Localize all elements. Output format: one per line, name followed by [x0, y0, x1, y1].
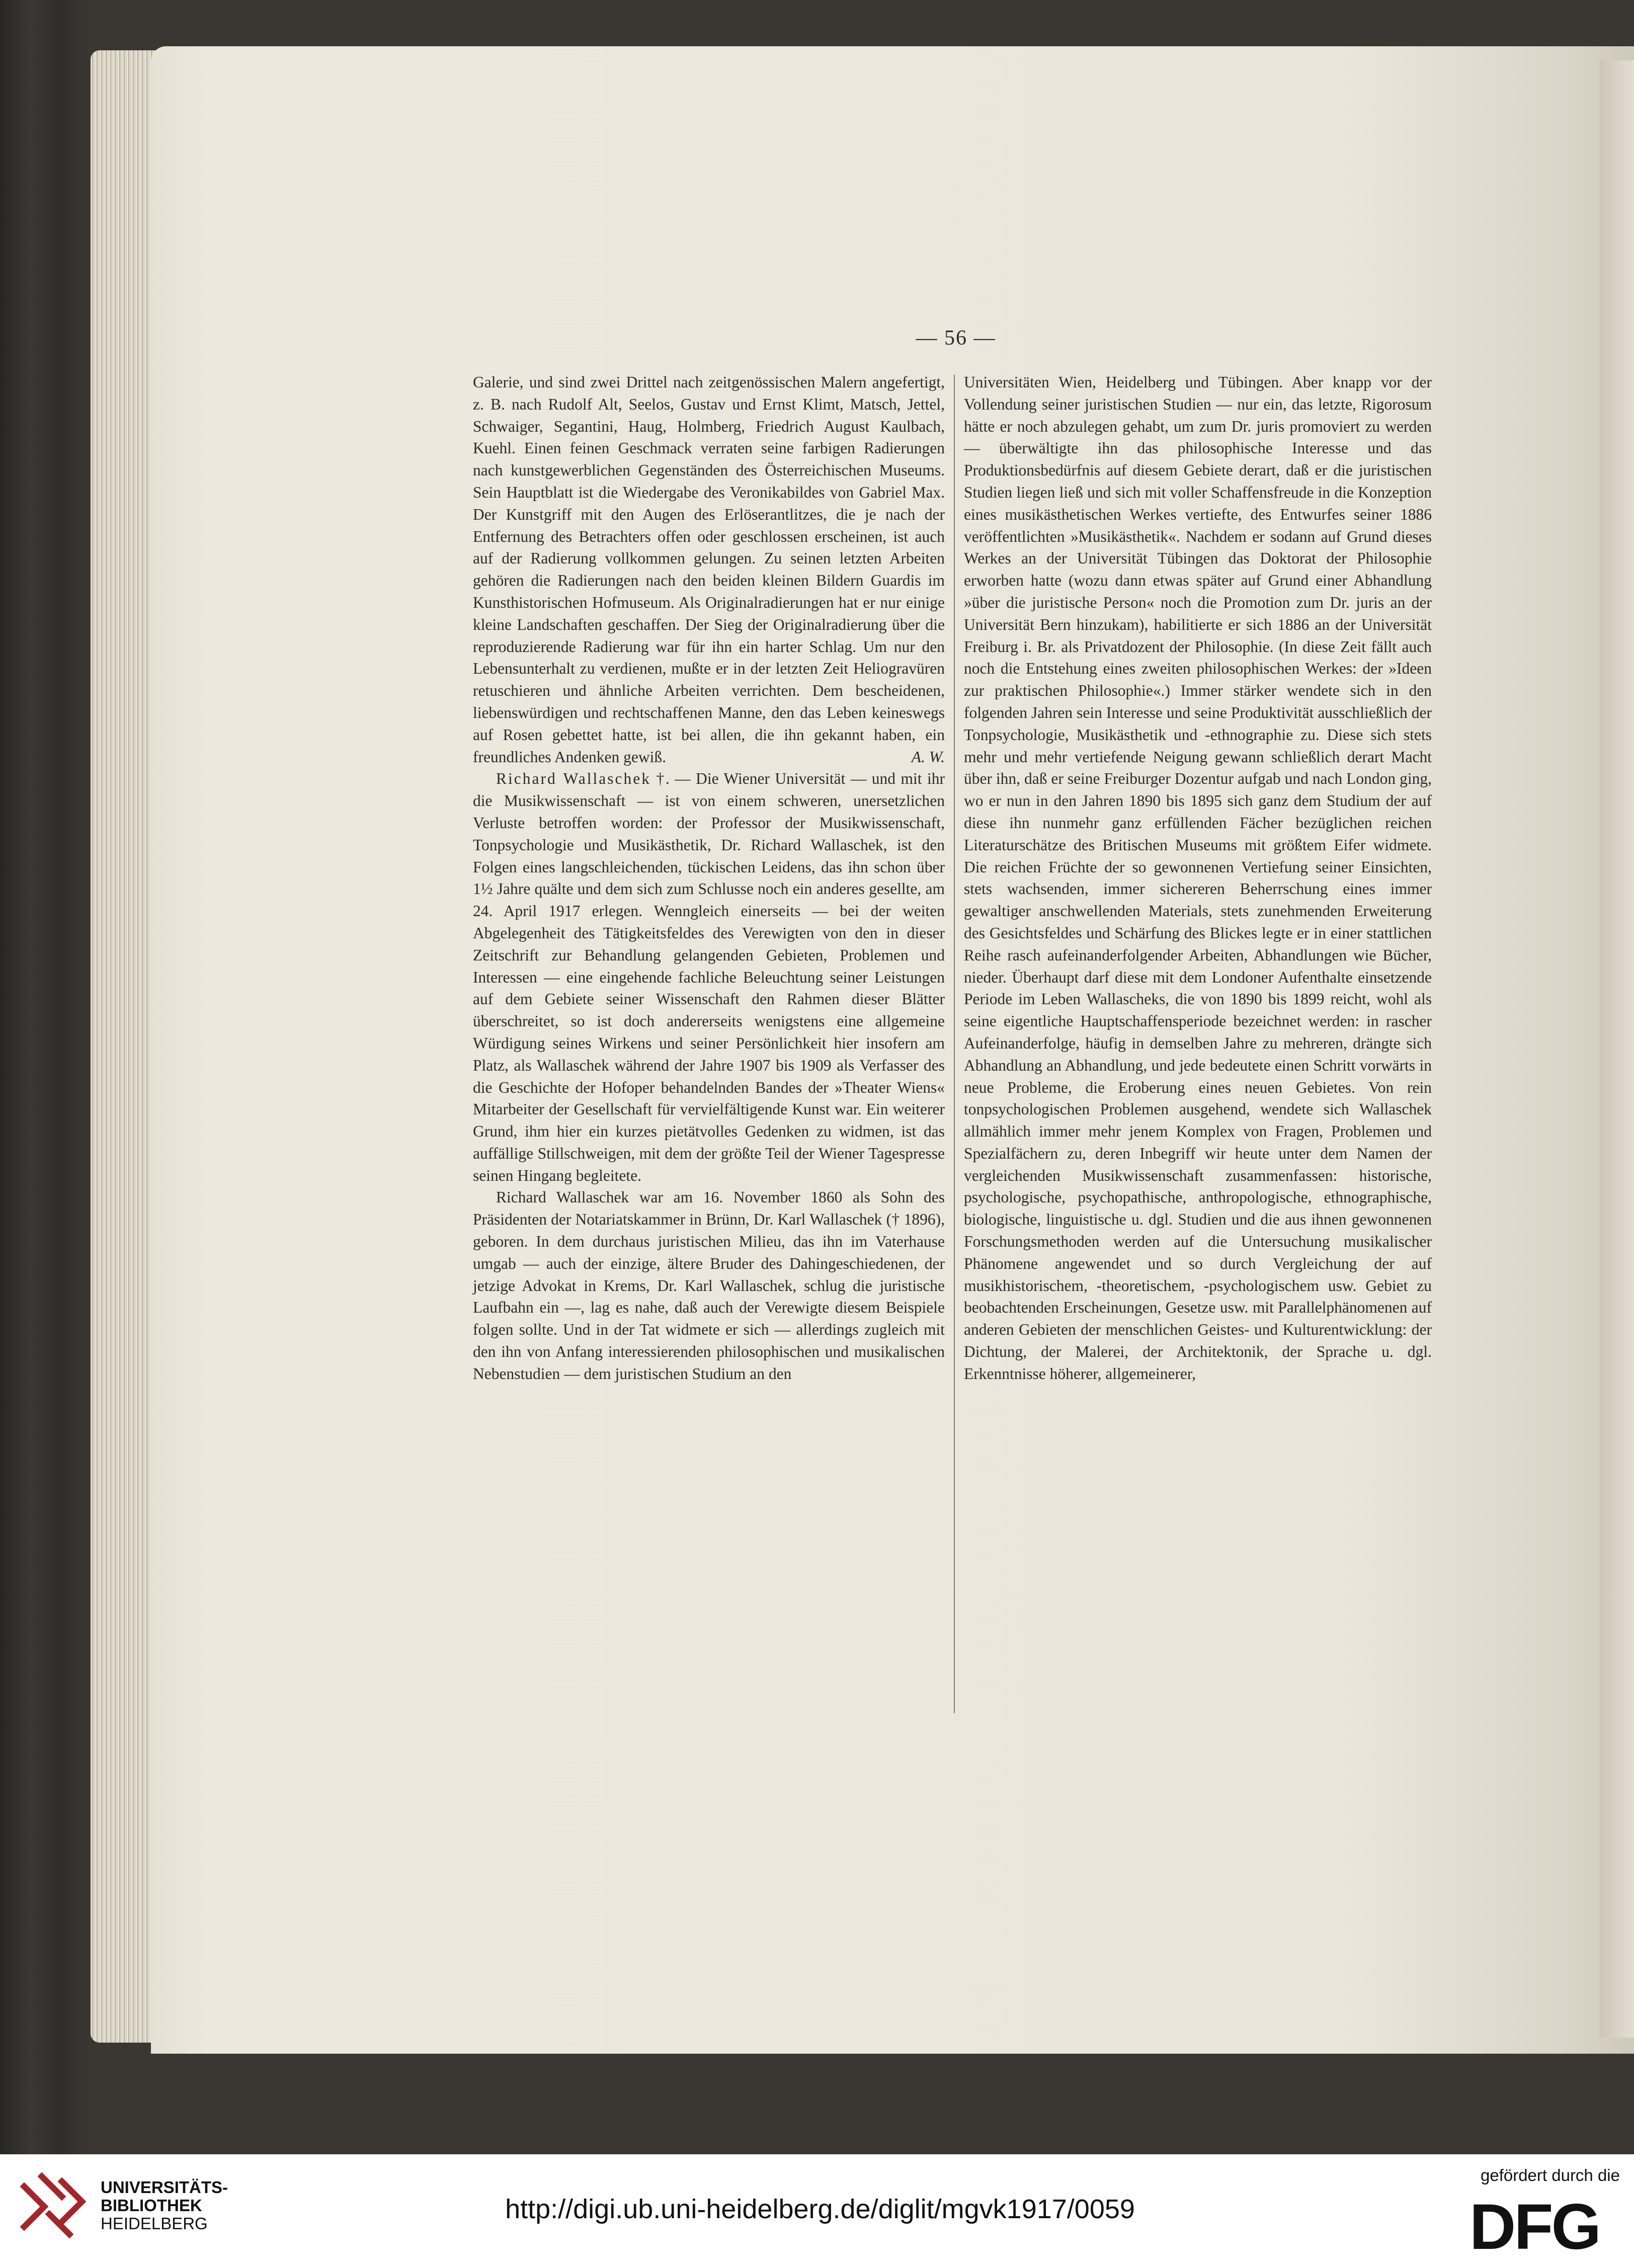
obituary-heading-rest: †. — Die Wiener Universität: [656, 770, 846, 788]
sponsor-text: gefördert durch die: [1480, 2166, 1620, 2184]
paragraph-text: Universitäten Wien, Heidelberg und Tübingen. Aber knapp vor der Vollendung seiner juristischen Studien — nur ein, das letzte, Rigorosum hätte er noch abzulegen gehabt, um zum Dr. juris promoviert zu werden — überwältigte ihn das philosophische Interesse und das Produktionsbedürfnis auf diesem Gebiete derart, daß er die juristischen Studien liegen ließ und sich mit voller Schaffensfreude in die Konzeption eines musikästhetischen Werkes vertiefte, des Entwurfes seiner 1886 veröffentlichten »Musikästhetik«. Nachdem er sodann auf Grund dieses Werkes an der Universität Tübingen das Doktorat der Philosophie erworben hatte (wozu dann etwas später auf Grund einer Abhandlung »über die juristische Person« noch die Promotion zum Dr. juris an der Universität Bern hinzukam), habilitierte er sich 1886 an der Universität Freiburg i. Br. als Privatdozent der Philosophie. (In diese Zeit fällt auch noch die Entstehung eines zweiten philosophischen Werkes: der »Ideen zur praktischen Philosophie«.) Immer stärker wendete sich in den folgenden Jahren sein Interesse und seine Produktivität ausschließlich der Tonpsychologie, Musikästhetik und -ethnographie zu. Diese sich stets mehr und mehr vertiefende Neigung gewann schließlich derart Macht über ihn, daß er seine Freiburger Dozentur aufgab und nach London ging, wo er nun in den Jahren 1890 bis 1895 sich ganz dem Studium der auf diese ihn nunmehr ganz erfüllenden Fächer bezüglichen reichen Literaturschätze des Britischen Museums mit größtem Eifer widmete. Die reichen Früchte der so gewonnenen Vertiefung seiner Einsichten, stets wachsenden, immer sichereren Beherrschung eines immer gewaltiger anschwellenden Materials, stets zunehmenden Erweiterung des Gesichtsfeldes und Schärfung des Blickes legte er in einer stattlichen Reihe rasch aufeinanderfolgender Arbeiten, Abhandlungen wie Bücher, nieder. Überhaupt darf diese mit dem Londoner Aufenthalte einsetzende Periode im Leben Wallascheks, die von 1890 bis 1899 reicht, wohl als seine eigentliche Hauptschaffensperiode bezeichnet werden: in rascher Aufeinanderfolge, häufig in demselben Jahre zu mehreren, drängte sich Abhandlung an Abhandlung, und jede bedeutete einen Schritt vorwärts in neue Probleme, die Eroberung eines neuen Gebietes. Von rein tonpsychologischen Problemen ausgehend, wendete sich Wallaschek allmählich immer mehr jenem Komplex von Fragen, Problemen und Spezialfächern zu, deren Inbegriff wir heute unter dem Namen der vergleichenden Musikwissenschaft zusammenfassen: historische, psychologische, psychopathische, anthropologische, ethnographische, biologische, linguistische u. dgl. Studien und die aus ihnen gewonnenen Forschungsmethoden werden auf die Untersuchung musikalischer Phänomene angewendet und so durch Vergleichung der auf musikhistorischem, -theoretischem, -psychologischem usw. Gebiet zu beobachtenden Erscheinungen, Gesetze usw. mit Parallelphänomenen auf anderen Gebieten der menschlichen Geistes- und Kulturentwicklung: der Dichtung, der Malerei, der Architektonik, der Sprache u. dgl. Erkenntnisse höherer, allgemeinerer,: [964, 373, 1432, 1383]
paragraph: [964, 371, 1432, 1385]
source-url-link[interactable]: http://digi.ub.uni-heidelberg.de/diglit/mgvk1917/0059: [505, 2194, 1135, 2224]
column-divider: [954, 375, 955, 1713]
author-signature: A. W.: [911, 748, 945, 766]
paragraph-text: Galerie, und sind zwei Drittel nach zeitgenössischen Malern angefertigt, z. B. nach Rudolf Alt, Seelos, Gustav und Ernst Klimt, Matsch, Jettel, Schwaiger, Segantini, Haug, Holmberg, Friedrich August Kaulbach, Kuehl. Einen feinen Geschmack verraten seine farbigen Radierungen nach kunstgewerblichen Gegenständen des Österreichischen Museums. Sein Hauptblatt ist die Wiedergabe des Veronikabildes von Gabriel Max. Der Kunstgriff mit den Augen des Erlöserantlitzes, die je nach der Entfernung des Betrachters offen oder geschlossen erscheinen, ist auch auf der Radierung vollkommen gelungen. Zu seinen letzten Arbeiten gehören die Radierungen nach den beiden kleinen Bildern Guardis im Kunsthistorischen Hofmuseum. Als Originalradierungen hat er nur einige kleine Landschaften geschaffen. Der Sieg der Originalradierung über die reproduzierende Radierung war für ihn ein harter Schlag. Um nur den Lebensunterhalt zu verdienen, mußte er in der letzten Zeit Heliogravüren retuschieren und ähnliche Arbeiten verrichten. Dem bescheidenen, liebenswürdigen und rechtschaffenen Manne, den das Leben keineswegs auf Rosen gebettet hatte, ist bei allen, die ihn gekannt haben, ein freundliches Andenken gewiß.: [473, 373, 945, 766]
library-name-line: UNIVERSITÄTS-: [101, 2178, 228, 2197]
paragraph: [473, 371, 945, 768]
library-name: [101, 2178, 228, 2233]
library-name-line: BIBLIOTHEK: [101, 2196, 202, 2215]
paragraph-text: — und mit ihr die Musikwissenschaft — ist von einem schweren, unersetzlichen Verluste betroffen worden: der Professor der Musikwissenschaft, Tonpsychologie und Musikästhetik, Dr. Richard Wallaschek, ist den Folgen eines langschleichenden, tückischen Leidens, das ihn schon über 1½ Jahre quälte und dem sich zum Schlusse noch ein anderes gesellte, am 24. April 1917 erlegen. Wenngleich einerseits — bei der weiten Abgelegenheit des Tätigkeitsfeldes des Verewigten von den in dieser Zeitschrift zur Behandlung gelangenden Gebieten, Problemen und Interessen — eine eingehende fachliche Beleuchtung seiner Leistungen auf dem Gebiete seiner Wissenschaft den Rahmen dieser Blätter überschreitet, so ist doch andererseits wenigstens eine allgemeine Würdigung seines Wirkens und seiner Persönlichkeit hier insofern am Platz, als Wallaschek während der Jahre 1907 bis 1909 als Verfasser des die Geschichte der Hofoper behandelnden Bandes der »Theater Wiens« Mitarbeiter der Gesellschaft für vervielfältigende Kunst war. Ein weiterer Grund, ihm hier ein kurzes pietätvolles Gedenken zu widmen, ist das auffällige Stillschweigen, mit dem der größte Teil der Wiener Tagespresse seinen Hingang begleitete.: [473, 770, 945, 1184]
library-name-line: HEIDELBERG: [101, 2214, 208, 2233]
page-number: — 56 —: [916, 327, 996, 350]
paragraph: [473, 1186, 945, 1385]
text-column-left: [473, 371, 945, 1385]
university-library-logo-icon: [14, 2166, 90, 2242]
text-column-right: [964, 371, 1432, 1385]
paragraph: [473, 768, 945, 1186]
dfg-logo-icon: [1449, 2193, 1620, 2258]
facing-page-edge: [1600, 60, 1634, 2038]
dfg-logo-text: DFG: [1469, 2193, 1600, 2258]
paragraph-text: Richard Wallaschek war am 16. November 1860 als Sohn des Präsidenten der Notariatskammer in Brünn, Dr. Karl Wallaschek († 1896), geboren. In dem durchaus juristischen Milieu, das ihn im Vaterhause umgab — auch der einzige, ältere Bruder des Dahingeschiedenen, der jetzige Advokat in Krems, Dr. Karl Wallaschek, schlug die juristische Laufbahn ein —, lag es nahe, daß auch der Verewigte diesem Beispiele folgen sollte. Und in der Tat widmete er sich — allerdings zugleich mit den ihn von Anfang interessierenden philosophischen und musikalischen Nebenstudien — dem juristischen Studium an den: [473, 1188, 945, 1383]
obituary-name: Richard Wallaschek: [496, 770, 651, 788]
